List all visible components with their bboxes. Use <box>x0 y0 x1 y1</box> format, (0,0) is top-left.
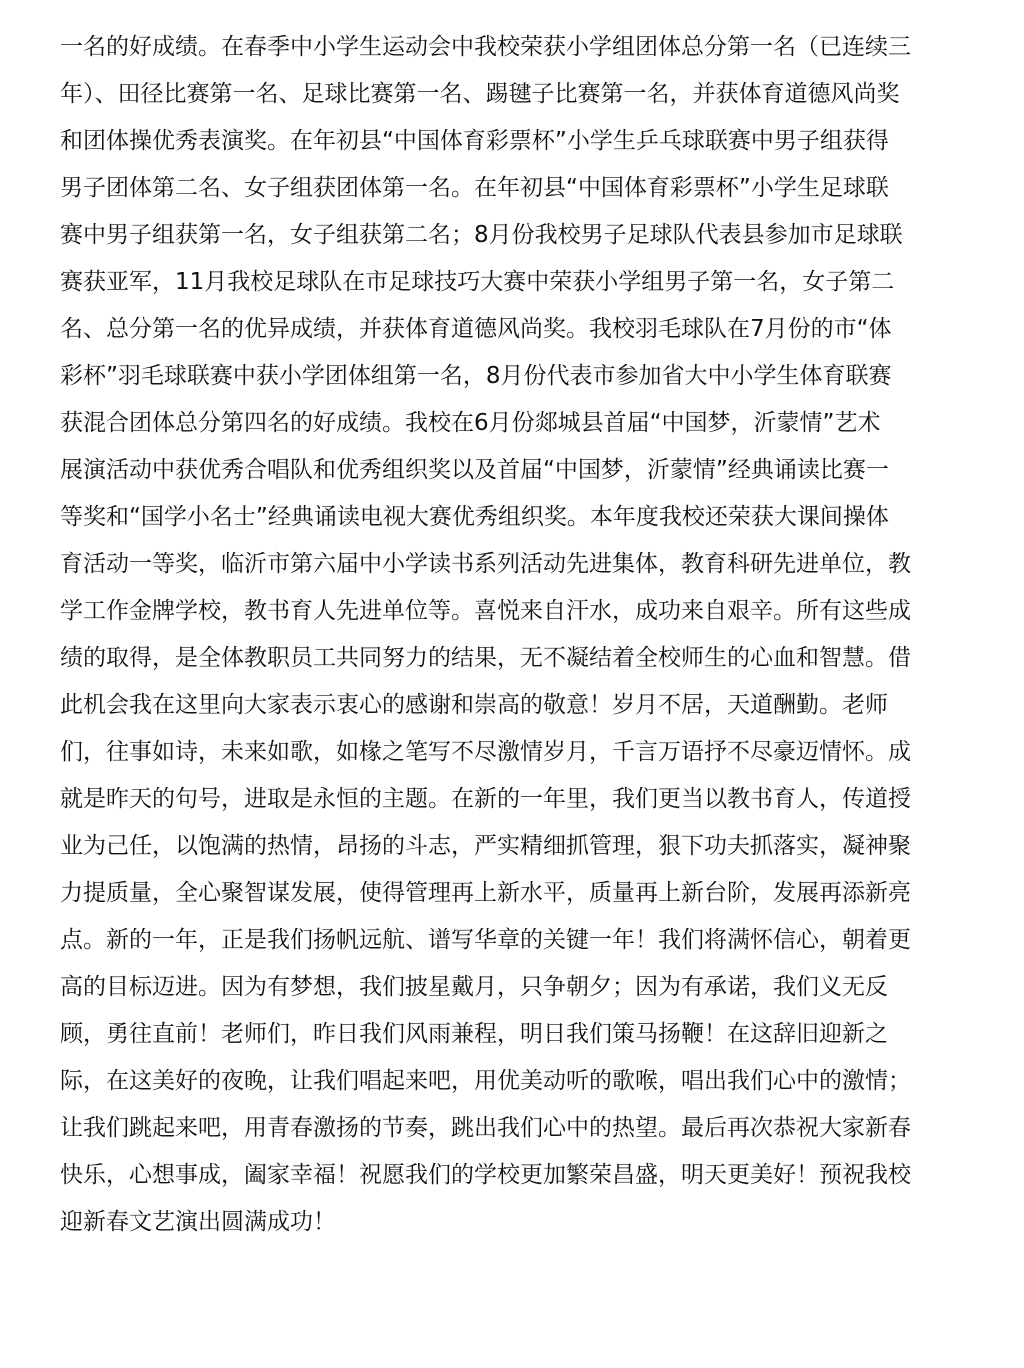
text-line: 点。新的一年，正是我们扬帆远航、谱写华章的关键一年！我们将满怀信心，朝着更 <box>60 927 911 953</box>
text-line: 让我们跳起来吧，用青春激扬的节奏，跳出我们心中的热望。最后再次恭祝大家新春 <box>60 1115 911 1141</box>
text-line: 快乐，心想事成，阖家幸福！祝愿我们的学校更加繁荣昌盛，明天更美好！预祝我校 <box>60 1162 911 1188</box>
text-line: 和团体操优秀表演奖。在年初县“中国体育彩票杯”小学生乒乓球联赛中男子组获得 <box>60 128 889 154</box>
text-line: 展演活动中获优秀合唱队和优秀组织奖以及首届“中国梦，沂蒙情”经典诵读比赛一 <box>60 457 889 483</box>
text-line: 一名的好成绩。在春季中小学生运动会中我校荣获小学组团体总分第一名（已连续三 <box>60 34 911 60</box>
text-line: 名、总分第一名的优异成绩，并获体育道德风尚奖。我校羽毛球队在7月份的市“体 <box>60 316 892 342</box>
text-line: 学工作金牌学校，教书育人先进单位等。喜悦来自汗水，成功来自艰辛。所有这些成 <box>60 598 911 624</box>
text-line: 迎新春文艺演出圆满成功！ <box>60 1209 336 1235</box>
text-line: 此机会我在这里向大家表示衷心的感谢和崇高的敬意！岁月不居，天道酬勤。老师 <box>60 692 888 718</box>
text-line: 高的目标迈进。因为有梦想，我们披星戴月，只争朝夕；因为有承诺，我们义无反 <box>60 974 888 1000</box>
text-line: 就是昨天的句号，进取是永恒的主题。在新的一年里，我们更当以教书育人，传道授 <box>60 786 911 812</box>
text-line: 获混合团体总分第四名的好成绩。我校在6月份郯城县首届“中国梦，沂蒙情”艺术 <box>60 410 881 436</box>
text-line: 绩的取得，是全体教职员工共同努力的结果，无不凝结着全校师生的心血和智慧。借 <box>60 645 911 671</box>
body-text <box>60 24 960 1246</box>
text-line: 际，在这美好的夜晚，让我们唱起来吧，用优美动听的歌喉，唱出我们心中的激情； <box>60 1068 911 1094</box>
text-line: 们，往事如诗，未来如歌，如椽之笔写不尽激情岁月，千言万语抒不尽豪迈情怀。成 <box>60 739 911 765</box>
text-line: 年）、田径比赛第一名、足球比赛第一名、踢毽子比赛第一名，并获体育道德风尚奖 <box>60 81 900 107</box>
text-line: 力提质量，全心聚智谋发展，使得管理再上新水平，质量再上新台阶，发展再添新亮 <box>60 880 911 906</box>
text-line: 业为己任，以饱满的热情，昂扬的斗志，严实精细抓管理，狠下功夫抓落实，凝神聚 <box>60 833 911 859</box>
text-line: 赛获亚军，11月我校足球队在市足球技巧大赛中荣获小学组男子第一名，女子第二 <box>60 269 895 295</box>
text-line: 男子团体第二名、女子组获团体第一名。在年初县“中国体育彩票杯”小学生足球联 <box>60 175 889 201</box>
text-line: 彩杯”羽毛球联赛中获小学团体组第一名，8月份代表市参加省大中小学生体育联赛 <box>60 363 892 389</box>
text-line: 等奖和“国学小名士”经典诵读电视大赛优秀组织奖。本年度我校还荣获大课间操体 <box>60 504 889 530</box>
text-line: 育活动一等奖，临沂市第六届中小学读书系列活动先进集体，教育科研先进单位，教 <box>60 551 911 577</box>
text-line: 赛中男子组获第一名，女子组获第二名；8月份我校男子足球队代表县参加市足球联 <box>60 222 903 248</box>
text-line: 顾，勇往直前！老师们，昨日我们风雨兼程，明日我们策马扬鞭！在这辞旧迎新之 <box>60 1021 888 1047</box>
